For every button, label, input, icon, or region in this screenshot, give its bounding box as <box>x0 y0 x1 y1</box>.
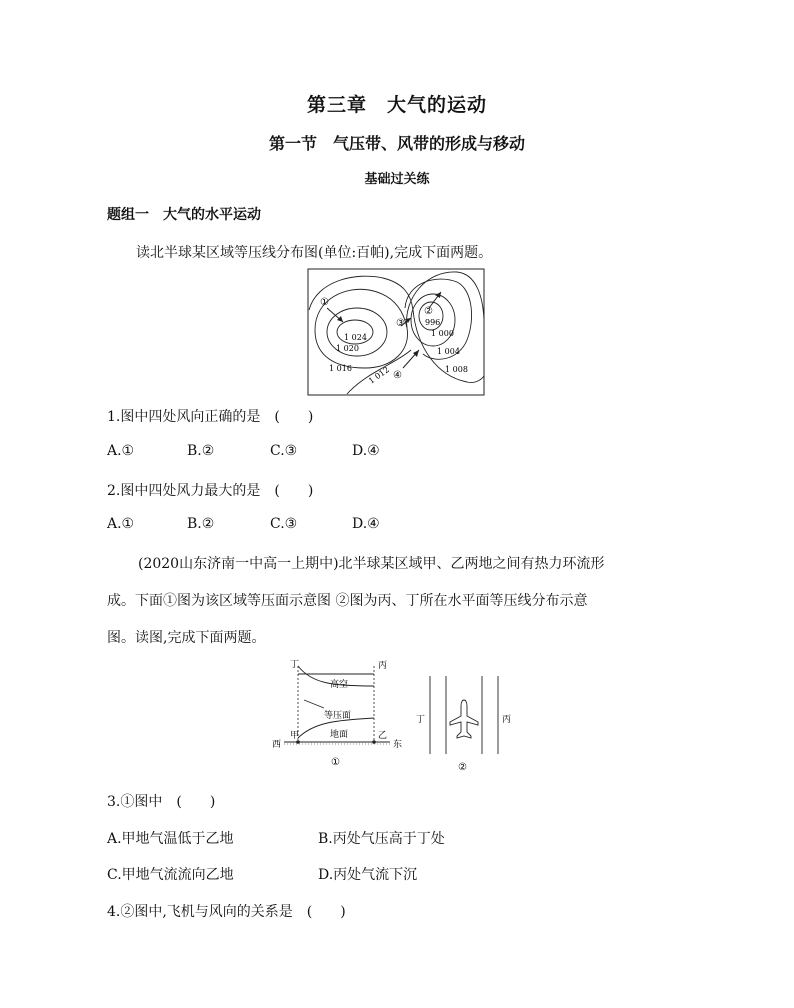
isobar-label-1000: 1 000 <box>431 329 454 338</box>
isobar-label-1024: 1 024 <box>344 333 367 342</box>
question-4-stem: 4.②图中,飞机与风向的关系是 ( ) <box>107 904 346 920</box>
isobar-label-996: 996 <box>425 318 441 327</box>
section-title: 第一节 气压带、风带的形成与移动 <box>268 134 525 153</box>
marker-3: ③ <box>396 318 405 329</box>
fig1-caption: ① <box>331 757 340 768</box>
group-2-intro-line-2: 成。下面①图为该区域等压面示意图 ②图为丙、丁所在水平面等压线分布示意 <box>107 593 588 609</box>
question-3-option-a: A.甲地气温低于乙地 <box>107 831 234 847</box>
fig2-ding-label: 丁 <box>416 715 426 725</box>
question-3-option-b: B.丙处气压高于丁处 <box>318 831 445 847</box>
fig2-caption: ② <box>458 762 467 773</box>
question-2-option-a: A.① <box>107 516 135 532</box>
question-3-option-d: D.丙处气流下沉 <box>318 867 418 883</box>
isobar-label-1020: 1 020 <box>336 344 359 353</box>
fig1-yi-label: 乙 <box>378 731 388 741</box>
question-1-option-c: C.③ <box>270 443 298 459</box>
marker-2: ② <box>424 306 433 317</box>
question-2-option-c: C.③ <box>270 516 298 532</box>
fig1-ding-label: 丁 <box>290 660 300 670</box>
fig1-west-label: 西 <box>272 740 282 750</box>
group-2-intro-line-1: (2020山东济南一中高一上期中)北半球某区域甲、乙两地之间有热力环流形 <box>138 556 605 572</box>
isobar-label-1008: 1 008 <box>445 365 468 374</box>
question-3-option-c: C.甲地气流流向乙地 <box>107 867 234 883</box>
isobar-map-figure <box>307 268 485 396</box>
fig1-dimian-label: 地面 <box>330 730 349 740</box>
fig2-bing-label: 丙 <box>502 715 512 725</box>
fig1-jia-label: 甲 <box>290 731 300 741</box>
isobar-label-1004: 1 004 <box>437 347 460 356</box>
fig1-dengyamian-label: 等压面 <box>324 711 352 721</box>
chapter-title: 第三章 大气的运动 <box>306 94 487 116</box>
subsection-title: 基础过关练 <box>364 172 430 187</box>
question-1-stem: 1.图中四处风向正确的是 ( ) <box>107 409 314 425</box>
fig1-bing-label: 丙 <box>378 661 388 671</box>
group-2-intro-line-3: 图。读图,完成下面两题。 <box>107 630 266 646</box>
question-2-option-d: D.④ <box>352 516 380 532</box>
marker-4: ④ <box>393 370 402 381</box>
question-2-option-b: B.② <box>187 516 215 532</box>
question-3-stem: 3.①图中 ( ) <box>107 794 216 810</box>
group-1-intro: 读北半球某区域等压线分布图(单位:百帕),完成下面两题。 <box>136 245 493 261</box>
isobar-label-1012: 1 012 <box>366 365 391 386</box>
fig1-gaokong-label: 高空 <box>330 680 349 690</box>
question-2-stem: 2.图中四处风力最大的是 ( ) <box>107 483 314 499</box>
isobaric-surface-figure <box>268 656 408 772</box>
fig1-east-label: 东 <box>393 740 403 750</box>
question-1-option-a: A.① <box>107 443 135 459</box>
question-group-1-title: 题组一 大气的水平运动 <box>107 207 261 223</box>
isobar-label-1016: 1 016 <box>329 364 352 373</box>
horizontal-isobar-figure <box>410 670 520 774</box>
marker-1: ① <box>320 297 329 308</box>
question-1-option-b: B.② <box>187 443 215 459</box>
airplane-icon <box>450 700 478 738</box>
question-1-option-d: D.④ <box>352 443 380 459</box>
